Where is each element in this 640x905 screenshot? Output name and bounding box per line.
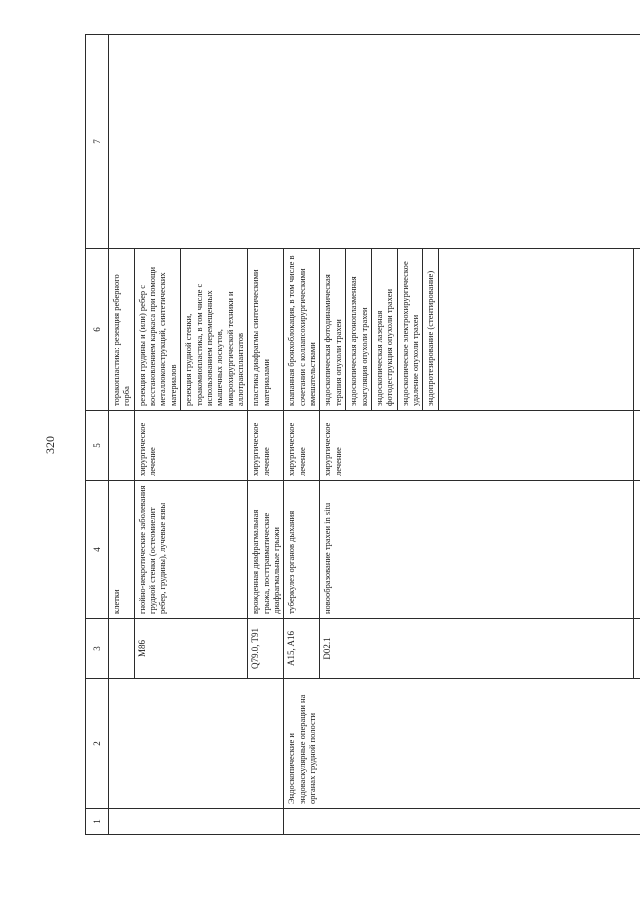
method-d02-3: эндоскопическая лазерная фотодеструкция опухоли трахеи <box>371 249 397 411</box>
page-number: 320 <box>43 436 57 454</box>
code-d02: D02.1 <box>320 619 633 679</box>
treatment-q79: хирургическое лечение <box>248 411 284 481</box>
table-header-row <box>86 35 109 835</box>
group-name: Эндоскопические и эндоваскулярные операции на органах грудной полости <box>284 679 640 809</box>
cell-empty <box>109 619 135 679</box>
method-q79: пластика диафрагмы синтетическими материалами <box>248 249 284 411</box>
method-a15: клапанная бронхоблокация, в том числе в сочетании с коллапсохирургическими вмешательствами <box>284 249 320 411</box>
method-d02-4: эндоскопическое электрохирургическое удаление опухоли трахеи <box>397 249 423 411</box>
header-col-5: 5 <box>86 411 109 481</box>
cell-empty <box>109 411 135 481</box>
header-col-1: 1 <box>86 809 109 835</box>
cell-empty <box>109 809 284 835</box>
rotated-page-content <box>85 35 615 835</box>
treatment-m86: хирургическое лечение <box>134 411 248 481</box>
treatment-methods-table <box>85 34 640 835</box>
cell-empty <box>633 481 640 619</box>
treatment-a15: хирургическое лечение <box>284 411 320 481</box>
cell-empty <box>109 35 640 249</box>
header-col-3: 3 <box>86 619 109 679</box>
method-continuation: торакопластика: резекция реберного горба <box>109 249 135 411</box>
header-col-7: 7 <box>86 35 109 249</box>
method-d02-2: эндоскопическая аргоноплазменная коагуляция опухоли трахеи <box>346 249 372 411</box>
diagnosis-continuation: клетки <box>109 481 135 619</box>
diagnosis-m86: гнойно-некротические заболевания грудной стенки (остеомиелит ребер, грудины), лучевые язвы <box>134 481 248 619</box>
table-row <box>109 35 135 835</box>
code-m86: M86 <box>134 619 248 679</box>
treatment-d02: хирургическое лечение <box>320 411 633 481</box>
cell-empty <box>438 249 633 411</box>
cell-empty <box>633 619 640 679</box>
cell-empty <box>633 411 640 481</box>
code-a15: A15, A16 <box>284 619 320 679</box>
header-col-4: 4 <box>86 481 109 619</box>
diagnosis-d02: новообразование трахеи in situ <box>320 481 633 619</box>
header-col-6: 6 <box>86 249 109 411</box>
diagnosis-q79: врожденная диафрагмальная грыжа, посттравматические диафрагмальные грыжи <box>248 481 284 619</box>
method-m86-1: резекция грудины и (или) ребер с восстановлением каркаса при помощи металлоконструкций, синтетических материалов <box>134 249 180 411</box>
code-q79: Q79.0, T91 <box>248 619 284 679</box>
method-m86-2: резекция грудной стенки, торакомиопластика, в том числе с использованием перемещенных мышечных лоскутов, микрохирургической техники и аллотрансплантатов <box>181 249 248 411</box>
header-col-2: 2 <box>86 679 109 809</box>
cell-empty <box>633 249 640 411</box>
method-d02-5: эндопротезирование (стентирование) <box>423 249 438 411</box>
cell-empty <box>284 809 640 835</box>
diagnosis-a15: туберкулез органов дыхания <box>284 481 320 619</box>
cell-empty <box>109 679 284 809</box>
method-d02-1: эндоскопическая фотодинамическая терапия опухоли трахеи <box>320 249 346 411</box>
